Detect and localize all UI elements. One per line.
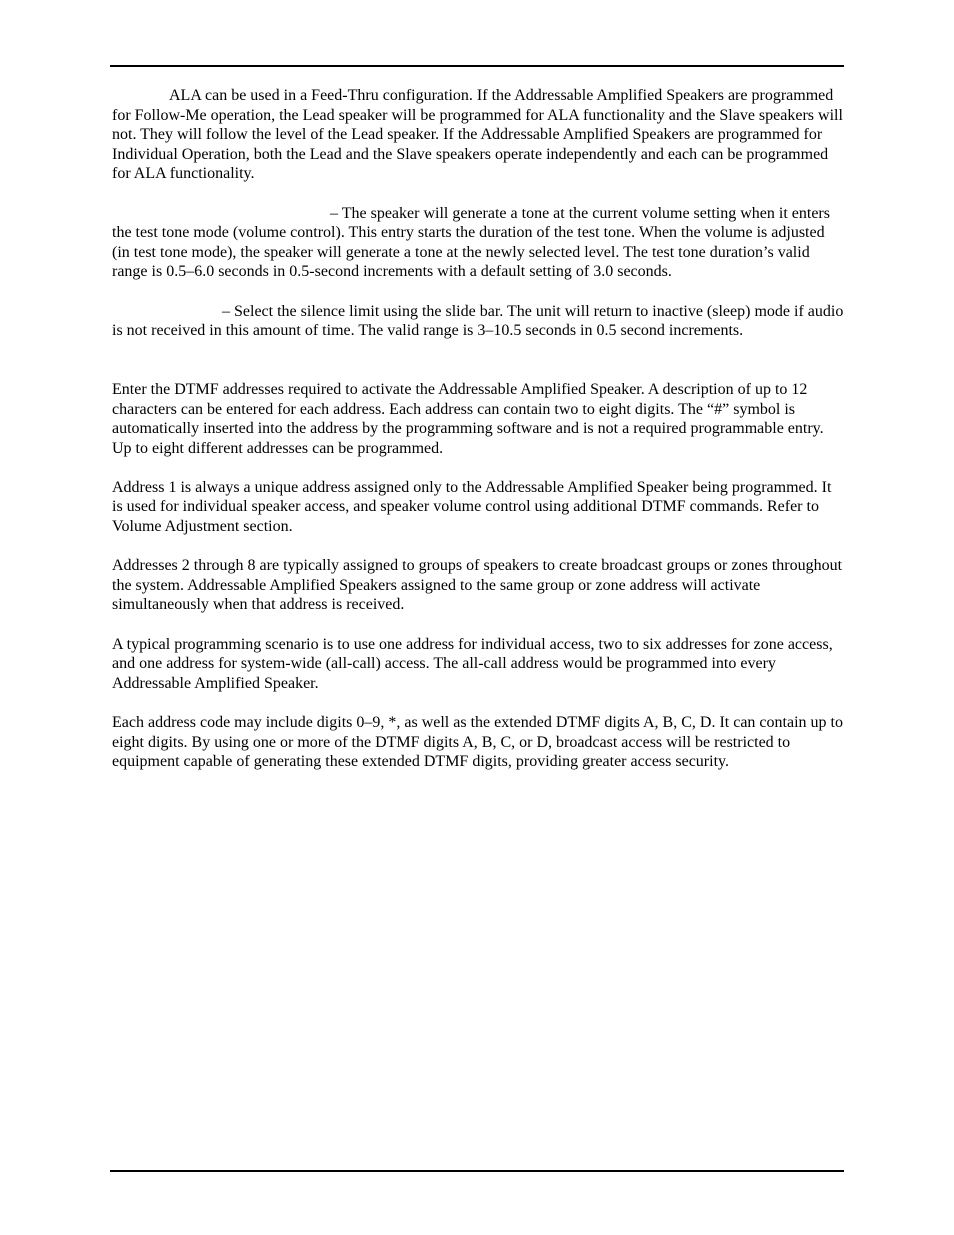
header-rule (110, 65, 844, 67)
paragraph-test-tone (112, 204, 844, 282)
silence-limit-text: – Select the silence limit using the slide bar. The unit will return to inactive (sleep) mode if audio is not received in this amount of time. The valid range is 3–10.5 seconds in 0.5 second increments. (112, 302, 844, 340)
paragraph-feed-thru: ALA can be used in a Feed-Thru configuration. If the Addressable Amplified Speakers are programmed for Follow-Me operation, the Lead speaker will be programmed for ALA functionality and the Slave speakers will not. They will follow the level of the Lead speaker. If the Addressable Amplified Speakers are programmed for Individual Operation, both the Lead and the Slave speakers operate independently and each can be programmed for ALA functionality. (112, 87, 843, 183)
test-tone-text: – The speaker will generate a tone at the current volume setting when it enters the test tone mode (volume control). This entry starts the duration of the test tone. When the volume is adjusted (in test tone mode), the speaker will generate a tone at the newly selected level. The test tone duration’s valid range is 0.5–6.0 seconds in 0.5-second increments with a default setting of 3.0 seconds. (112, 204, 830, 281)
paragraph-address-1: Address 1 is always a unique address assigned only to the Addressable Amplified Speaker being programmed. It is used for individual speaker access, and speaker volume control using additional DTMF commands. Refer to Volume Adjustment section. (112, 478, 832, 536)
document-body (112, 86, 844, 791)
paragraph-silence-limit (112, 302, 844, 341)
paragraph-dtmf-intro: Enter the DTMF addresses required to activate the Addressable Amplified Speaker. A description of up to 12 characters can be entered for each address. Each address can contain two to eight digits. The “#” symbol is automatically inserted into the address by the programming software and is not a required programmable entry. Up to eight different addresses can be programmed. (112, 380, 824, 457)
paragraph-addresses-2-8: Addresses 2 through 8 are typically assigned to groups of speakers to create broadcast groups or zones throughout the system. Addressable Amplified Speakers assigned to the same group or zone address will activate simultaneously when that address is received. (112, 557, 843, 614)
section-spacer (112, 360, 844, 380)
paragraph-typical-scenario: A typical programming scenario is to use one address for individual access, two to six addresses for zone access, and one address for system-wide (all-call) access. The all-call address would be programmed into every Addressable Amplified Speaker. (112, 635, 833, 692)
paragraph-address-code: Each address code may include digits 0–9, *, as well as the extended DTMF digits A, B, C, D. It can contain up to eight digits. By using one or more of the DTMF digits A, B, C, or D, broadcast access will be restricted to equipment capable of generating these extended DTMF digits, providing greater access security. (112, 714, 843, 771)
footer-rule (110, 1170, 844, 1172)
